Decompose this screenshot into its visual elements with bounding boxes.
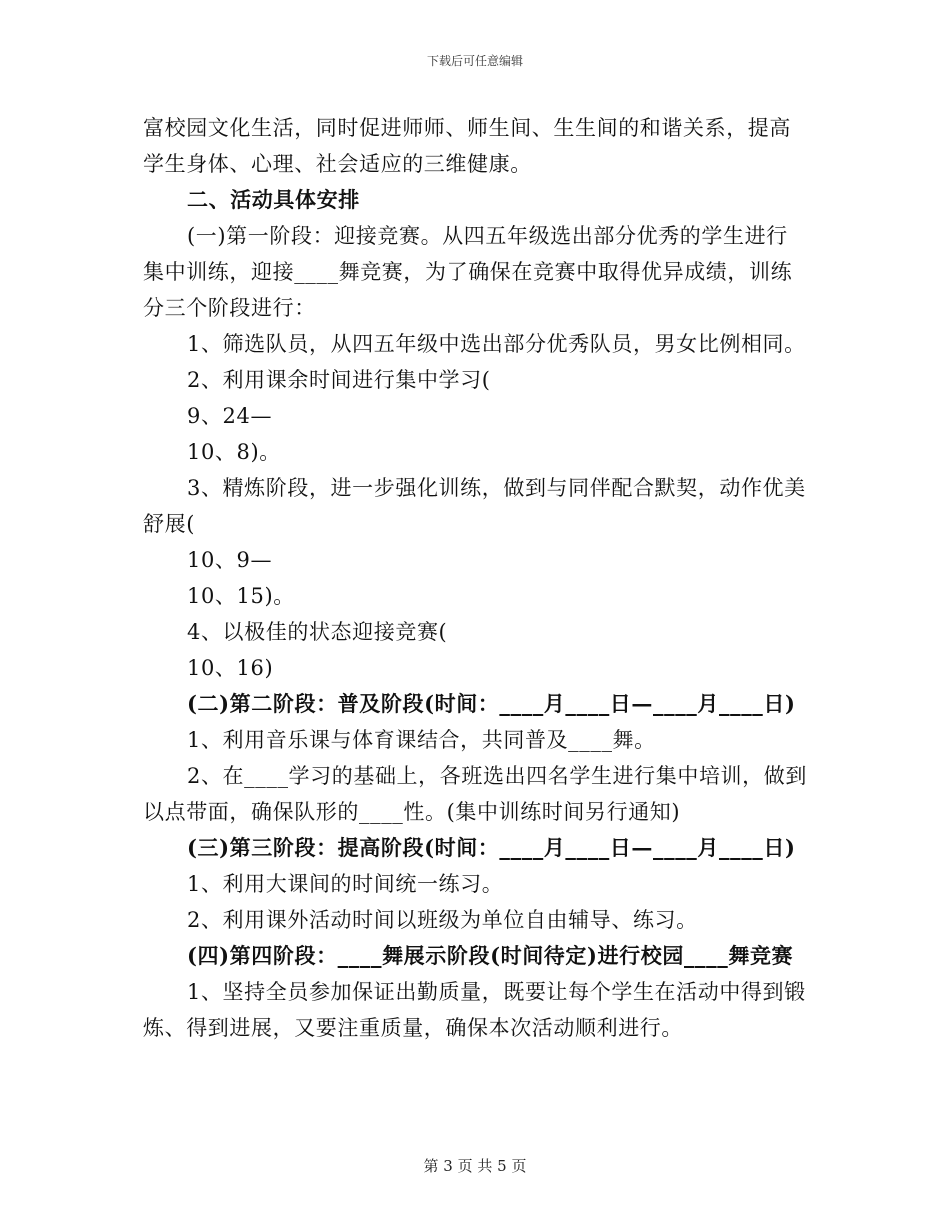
paragraph-line: 学生身体、心理、社会适应的三维健康。 bbox=[143, 152, 532, 176]
date-line: 9、24— bbox=[187, 404, 273, 428]
date-line: 10、9— bbox=[187, 548, 273, 572]
paragraph-line: (一)第一阶段：迎接竞赛。从四五年级选出部分优秀的学生进行 bbox=[187, 224, 788, 248]
paragraph-line: 富校园文化生活，同时促进师师、师生间、生生间的和谐关系，提高 bbox=[143, 116, 791, 140]
list-item: 2、在____学习的基础上，各班选出四名学生进行集中培训，做到 bbox=[187, 764, 807, 788]
date-line: 10、15)。 bbox=[187, 584, 295, 608]
page-footer: 第 3 页 共 5 页 bbox=[423, 1157, 527, 1175]
date-line: 10、8)。 bbox=[187, 440, 281, 464]
stage-heading: (三)第三阶段：提高阶段(时间：____月____日—____月____日) bbox=[187, 835, 796, 860]
list-item: 4、以极佳的状态迎接竞赛( bbox=[187, 620, 448, 644]
paragraph-line: 集中训练，迎接____舞竞赛，为了确保在竞赛中取得优异成绩，训练 bbox=[143, 260, 793, 284]
document-body bbox=[143, 110, 808, 1046]
paragraph-line: 舒展( bbox=[143, 512, 195, 536]
list-item: 1、筛选队员，从四五年级中选出部分优秀队员，男女比例相同。 bbox=[187, 332, 806, 356]
section-heading: 二、活动具体安排 bbox=[187, 187, 360, 212]
page-header: 下载后可任意编辑 bbox=[426, 54, 523, 68]
list-item: 2、利用课余时间进行集中学习( bbox=[187, 368, 491, 392]
date-line: 10、16) bbox=[187, 656, 274, 680]
list-item: 1、坚持全员参加保证出勤质量，既要让每个学生在活动中得到锻 bbox=[187, 980, 806, 1004]
paragraph-line: 分三个阶段进行： bbox=[143, 296, 316, 320]
list-item: 1、利用大课间的时间统一练习。 bbox=[187, 872, 504, 896]
list-item: 1、利用音乐课与体育课结合，共同普及____舞。 bbox=[187, 728, 656, 752]
list-item: 2、利用课外活动时间以班级为单位自由辅导、练习。 bbox=[187, 908, 698, 932]
paragraph-line: 以点带面，确保队形的____性。(集中训练时间另行通知) bbox=[143, 800, 681, 824]
stage-heading: (二)第二阶段：普及阶段(时间：____月____日—____月____日) bbox=[187, 691, 796, 716]
list-item: 3、精炼阶段，进一步强化训练，做到与同伴配合默契，动作优美 bbox=[187, 476, 806, 500]
stage-heading: (四)第四阶段：____舞展示阶段(时间待定)进行校园____舞竞赛 bbox=[187, 943, 794, 968]
paragraph-line: 炼、得到进展，又要注重质量，确保本次活动顺利进行。 bbox=[143, 1016, 683, 1040]
